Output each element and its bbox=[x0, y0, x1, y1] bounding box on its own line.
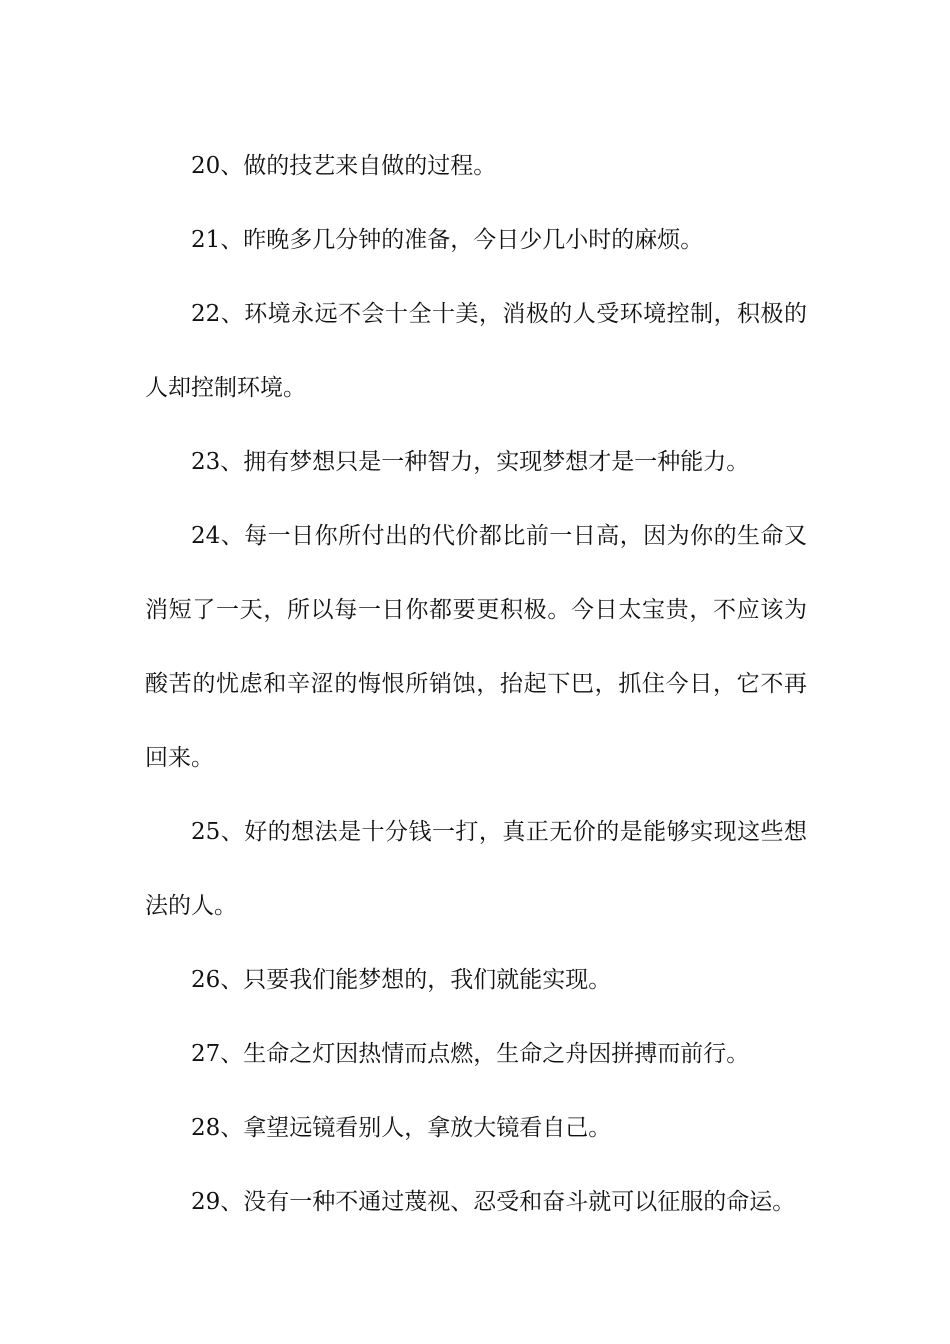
paragraph-25: 25、好的想法是十分钱一打，真正无价的是能够实现这些想法的人。 bbox=[145, 819, 807, 919]
paragraph-27: 27、生命之灯因热情而点燃，生命之舟因拼搏而前行。 bbox=[191, 1041, 750, 1067]
document-body bbox=[145, 129, 807, 1239]
paragraph-26: 26、只要我们能梦想的，我们就能实现。 bbox=[191, 967, 612, 993]
paragraph-23: 23、拥有梦想只是一种智力，实现梦想才是一种能力。 bbox=[191, 449, 750, 475]
paragraph-20: 20、做的技艺来自做的过程。 bbox=[191, 153, 497, 179]
paragraph-24: 24、每一日你所付出的代价都比前一日高，因为你的生命又消短了一天，所以每一日你都要更积极。今日太宝贵，不应该为酸苦的忧虑和辛涩的悔恨所销蚀，抬起下巴，抓住今日，它不再回来。 bbox=[145, 523, 807, 771]
paragraph-21: 21、昨晚多几分钟的准备，今日少几小时的麻烦。 bbox=[191, 227, 704, 253]
paragraph-29: 29、没有一种不通过蔑视、忍受和奋斗就可以征服的命运。 bbox=[191, 1189, 796, 1215]
paragraph-22: 22、环境永远不会十全十美，消极的人受环境控制，积极的人却控制环境。 bbox=[145, 301, 807, 401]
paragraph-28: 28、拿望远镜看别人，拿放大镜看自己。 bbox=[191, 1115, 612, 1141]
